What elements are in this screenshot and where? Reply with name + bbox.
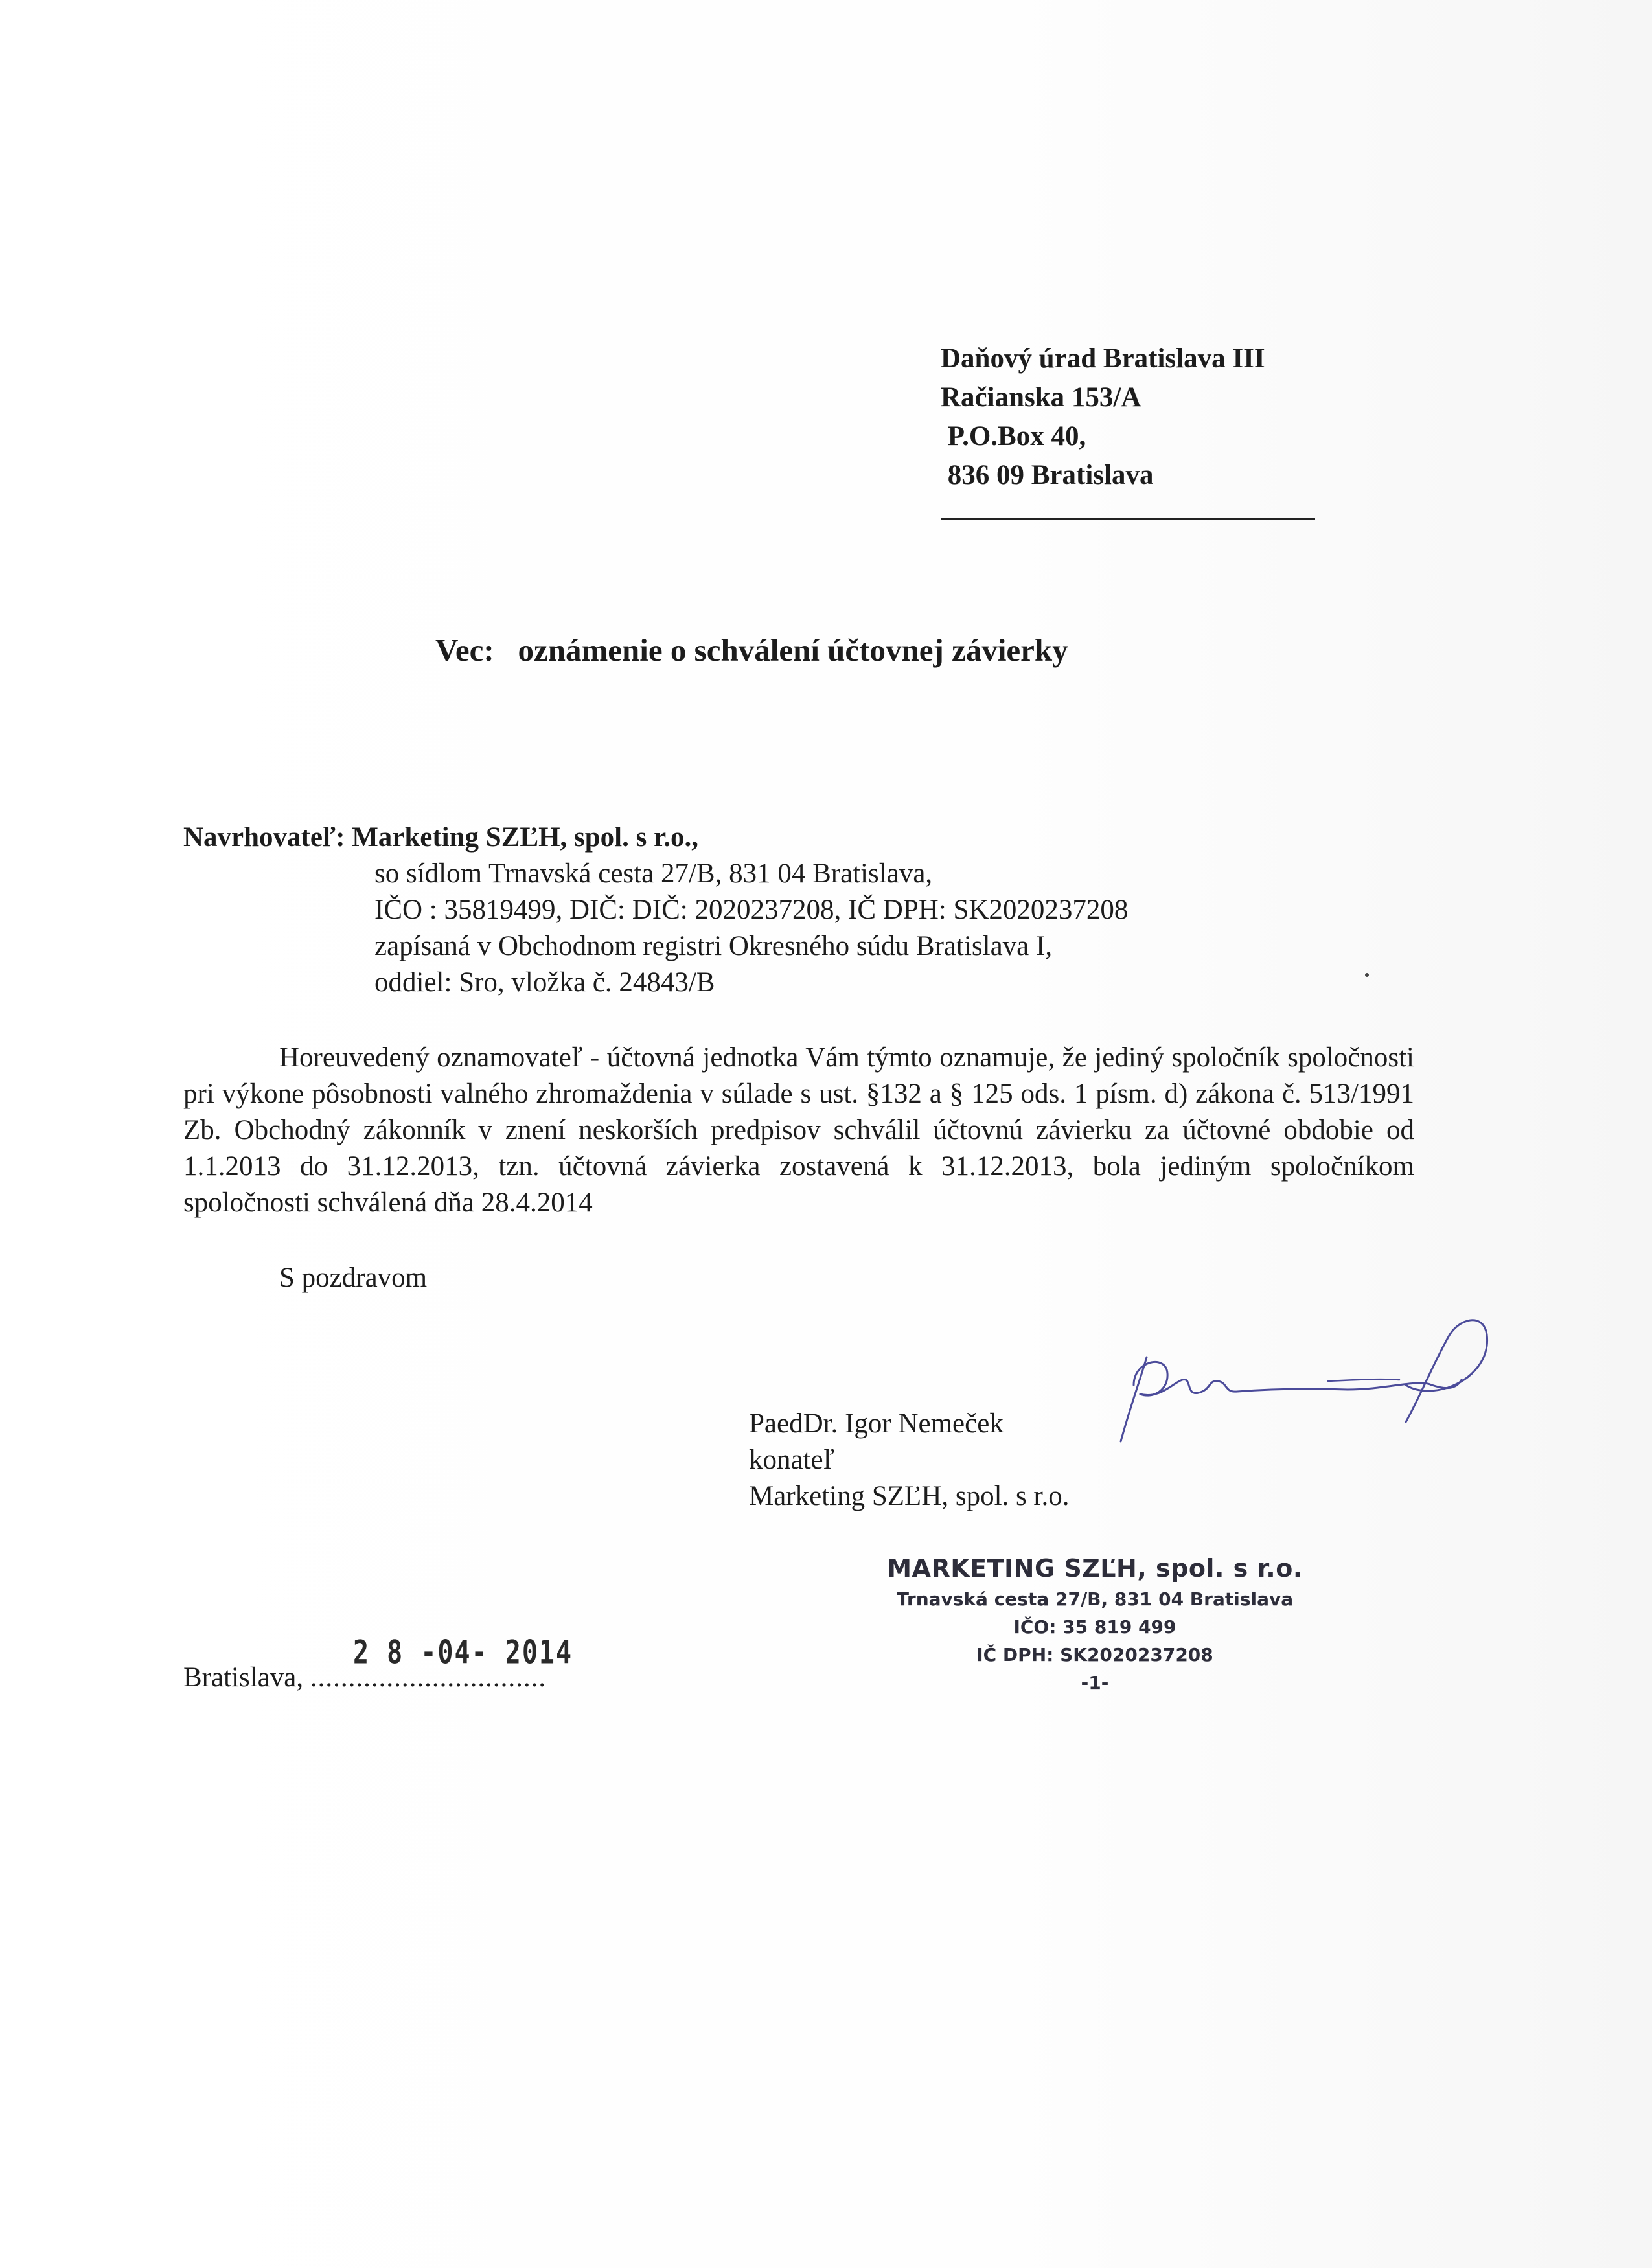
date-stamp: 2 8 -04- 2014 xyxy=(353,1634,573,1671)
stamp-icdph: IČ DPH: SK2020237208 xyxy=(976,1644,1213,1666)
signer-role: konateľ xyxy=(749,1445,835,1475)
scan-speck xyxy=(1365,973,1369,977)
handwritten-signature xyxy=(1095,1309,1497,1458)
proposer-seat: so sídlom Trnavská cesta 27/B, 831 04 Bratislava, xyxy=(374,858,933,889)
recipient-line-office: Daňový úrad Bratislava III xyxy=(941,343,1265,374)
signer-block xyxy=(749,1406,1069,1515)
recipient-underline xyxy=(941,518,1315,520)
stamp-page-number: -1- xyxy=(1081,1672,1109,1693)
date-dotted-line: ............................... xyxy=(310,1662,547,1693)
subject-text: oznámenie o schválení účtovnej závierky xyxy=(518,632,1068,668)
stamp-address: Trnavská cesta 27/B, 831 04 Bratislava xyxy=(896,1588,1294,1610)
subject-label: Vec: xyxy=(435,632,494,668)
company-stamp xyxy=(881,1552,1309,1697)
recipient-line-pobox: P.O.Box 40, xyxy=(941,421,1086,452)
stamp-company: MARKETING SZĽH, spol. s r.o. xyxy=(887,1554,1303,1583)
proposer-block xyxy=(183,819,1128,1001)
place-date-line xyxy=(183,1662,546,1693)
signer-company: Marketing SZĽH, spol. s r.o. xyxy=(749,1481,1070,1511)
stamp-ico: IČO: 35 819 499 xyxy=(1013,1616,1176,1638)
proposer-registry: zapísaná v Obchodnom registri Okresného súdu Bratislava I, xyxy=(374,931,1053,961)
subject-line xyxy=(435,632,1068,669)
greeting: S pozdravom xyxy=(279,1263,428,1293)
body-paragraph: Horeuvedený oznamovateľ - účtovná jednotka Vám týmto oznamuje, že jediný spoločník spoločnosti pri výkone pôsobnosti valného zhromaždenia v súlade s ust. §132 a § 125 ods. 1 písm. d) zákona č. 513/1991 Zb. Obchodný zákonník v znení neskorších predpisov schválil účtovnú závierku za účtovné obdobie od 1.1.2013 do 31.12.2013, tzn. účtovná závierka zostavená k 31.12.2013, bola jediným spoločníkom spoločnosti schválená dňa 28.4.2014 xyxy=(183,1042,1414,1218)
recipient-line-street: Račianska 153/A xyxy=(941,382,1141,413)
proposer-label: Navrhovateľ: xyxy=(183,822,345,853)
signer-name: PaedDr. Igor Nemeček xyxy=(749,1408,1004,1439)
proposer-name: Marketing SZĽH, spol. s r.o., xyxy=(352,822,698,853)
proposer-ids: IČO : 35819499, DIČ: DIČ: 2020237208, IČ DPH: SK2020237208 xyxy=(374,895,1129,925)
proposer-section: oddiel: Sro, vložka č. 24843/B xyxy=(374,967,715,998)
recipient-address xyxy=(941,339,1265,495)
recipient-line-city: 836 09 Bratislava xyxy=(941,460,1154,490)
place-label: Bratislava, xyxy=(183,1662,304,1693)
